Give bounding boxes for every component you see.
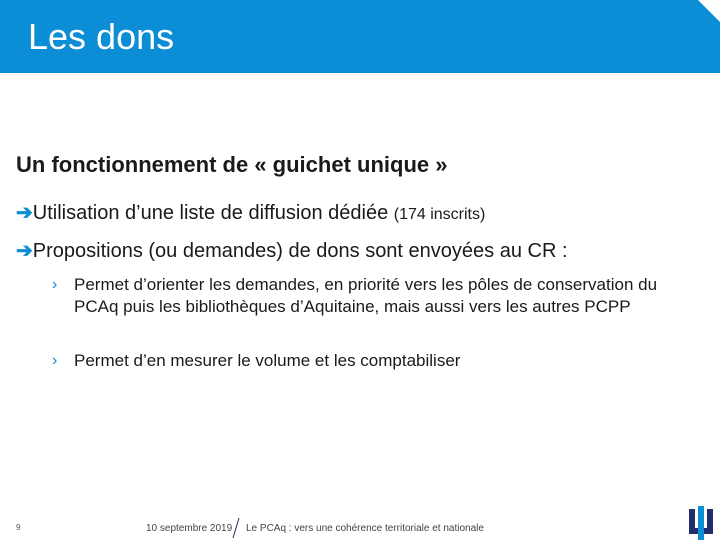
sub-bullet-text: Permet d’orienter les demandes, en priorité vers les pôles de conservation du PCAq puis les bibliothèques d’Aquitaine, mais aussi vers les autres PCPP — [74, 275, 658, 316]
chevron-right-icon: › — [52, 352, 58, 369]
footer-separator — [231, 516, 241, 540]
sub-bullet-orient — [52, 274, 692, 318]
page-number: 9 — [16, 523, 21, 532]
footer-text: Le PCAq : vers une cohérence territoriale et nationale — [246, 523, 484, 534]
university-logo-icon — [686, 506, 716, 540]
bullet-text: Utilisation d’une liste de diffusion dédiée — [32, 202, 394, 224]
arrow-icon: ➔ — [16, 202, 33, 224]
header-corner-notch — [698, 0, 720, 22]
section-heading: Un fonctionnement de « guichet unique » — [16, 152, 448, 177]
arrow-icon: ➔ — [16, 240, 33, 262]
bullet-text: Propositions (ou demandes) de dons sont envoyées au CR : — [32, 240, 568, 262]
bullet-mailing-list — [16, 200, 485, 228]
sub-bullet-text: Permet d’en mesurer le volume et les comptabiliser — [74, 351, 461, 370]
bullet-note: (174 inscrits) — [393, 206, 486, 223]
bullet-proposals — [16, 238, 568, 264]
slide-title: Les dons — [28, 16, 175, 57]
chevron-right-icon: › — [52, 276, 58, 293]
footer-date: 10 septembre 2019 — [146, 523, 233, 534]
sub-bullet-measure — [52, 350, 692, 372]
